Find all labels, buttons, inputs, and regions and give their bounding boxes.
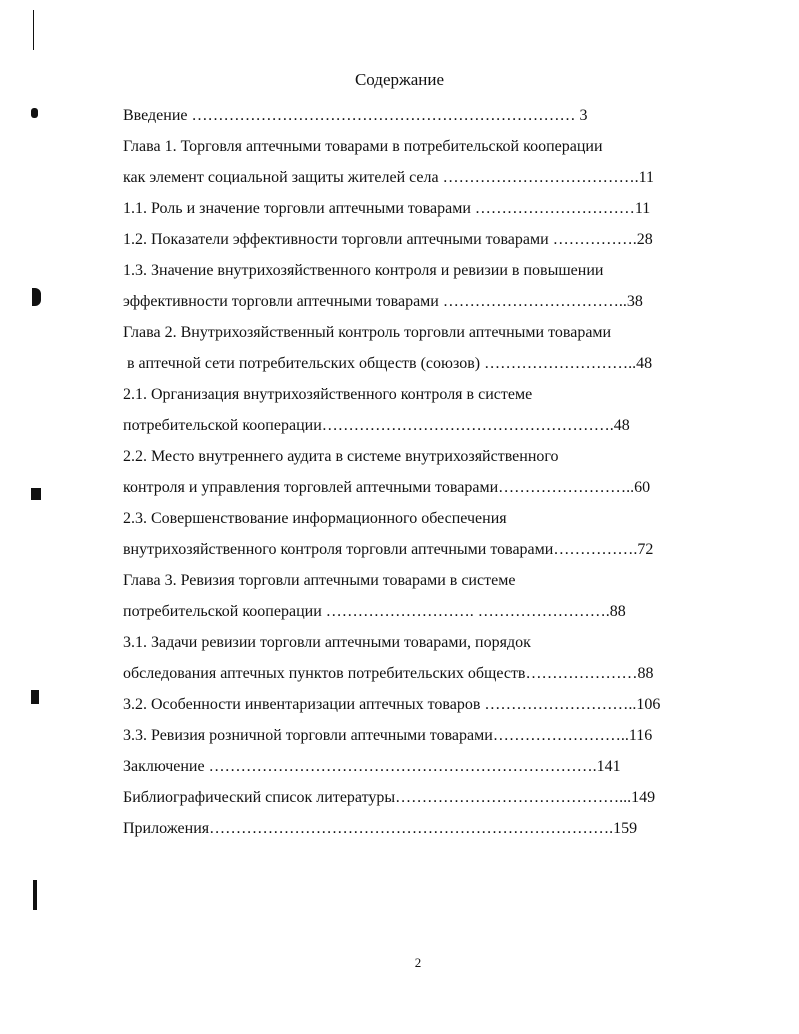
toc-line: Заключение ……………………………………………………………….141 [123,758,621,775]
page-number: 2 [414,955,422,970]
table-of-contents [123,100,723,844]
toc-line: 2.2. Место внутреннего аудита в системе внутрихозяйственного [123,448,559,465]
page-title: Содержание [354,70,445,89]
toc-line: 3.2. Особенности инвентаризации аптечных товаров ………………………..106 [123,696,661,713]
toc-line: Глава 1. Торговля аптечными товарами в потребительской кооперации [123,138,603,155]
scan-mark [32,288,41,306]
toc-line: 3.1. Задачи ревизии торговли аптечными товарами, порядок [123,634,531,651]
toc-line: Приложения………………………………………………………………….159 [123,820,638,837]
toc-line: внутрихозяйственного контроля торговли аптечными товарами…………….72 [123,541,654,558]
toc-line: 2.3. Совершенствование информационного обеспечения [123,510,507,527]
toc-line: Глава 3. Ревизия торговли аптечными товарами в системе [123,572,516,589]
toc-line: контроля и управления торговлей аптечными товарами……………………..60 [123,479,651,496]
scan-mark [33,10,34,50]
toc-line: 1.3. Значение внутрихозяйственного контроля и ревизии в повышении [123,262,604,279]
toc-line: потребительской кооперации ………………………. …………………….88 [123,603,626,620]
toc-line: в аптечной сети потребительских обществ (союзов) ………………………..48 [127,355,653,372]
toc-line: 3.3. Ревизия розничной торговли аптечными товарами……………………..116 [123,727,653,744]
toc-line: как элемент социальной защиты жителей села ……………………………….11 [123,169,655,186]
toc-line: 1.2. Показатели эффективности торговли аптечными товарами …………….28 [123,231,653,248]
scan-mark [31,488,41,500]
toc-line: 2.1. Организация внутрихозяйственного контроля в системе [123,386,533,403]
toc-line: Библиографический список литературы……………………………………...149 [123,789,656,806]
toc-line: Глава 2. Внутрихозяйственный контроль торговли аптечными товарами [123,324,612,341]
toc-line: Введение ……………………………………………………………… 3 [123,107,588,124]
toc-line: эффективности торговли аптечными товарами ……………………………..38 [123,293,643,310]
toc-line: 1.1. Роль и значение торговли аптечными товарами …………………………11 [123,200,651,217]
scan-mark [31,690,39,704]
scan-mark [33,880,37,910]
toc-line: потребительской кооперации……………………………………………….48 [123,417,630,434]
toc-line: обследования аптечных пунктов потребительских обществ…………………88 [123,665,654,682]
scan-mark [31,108,38,118]
